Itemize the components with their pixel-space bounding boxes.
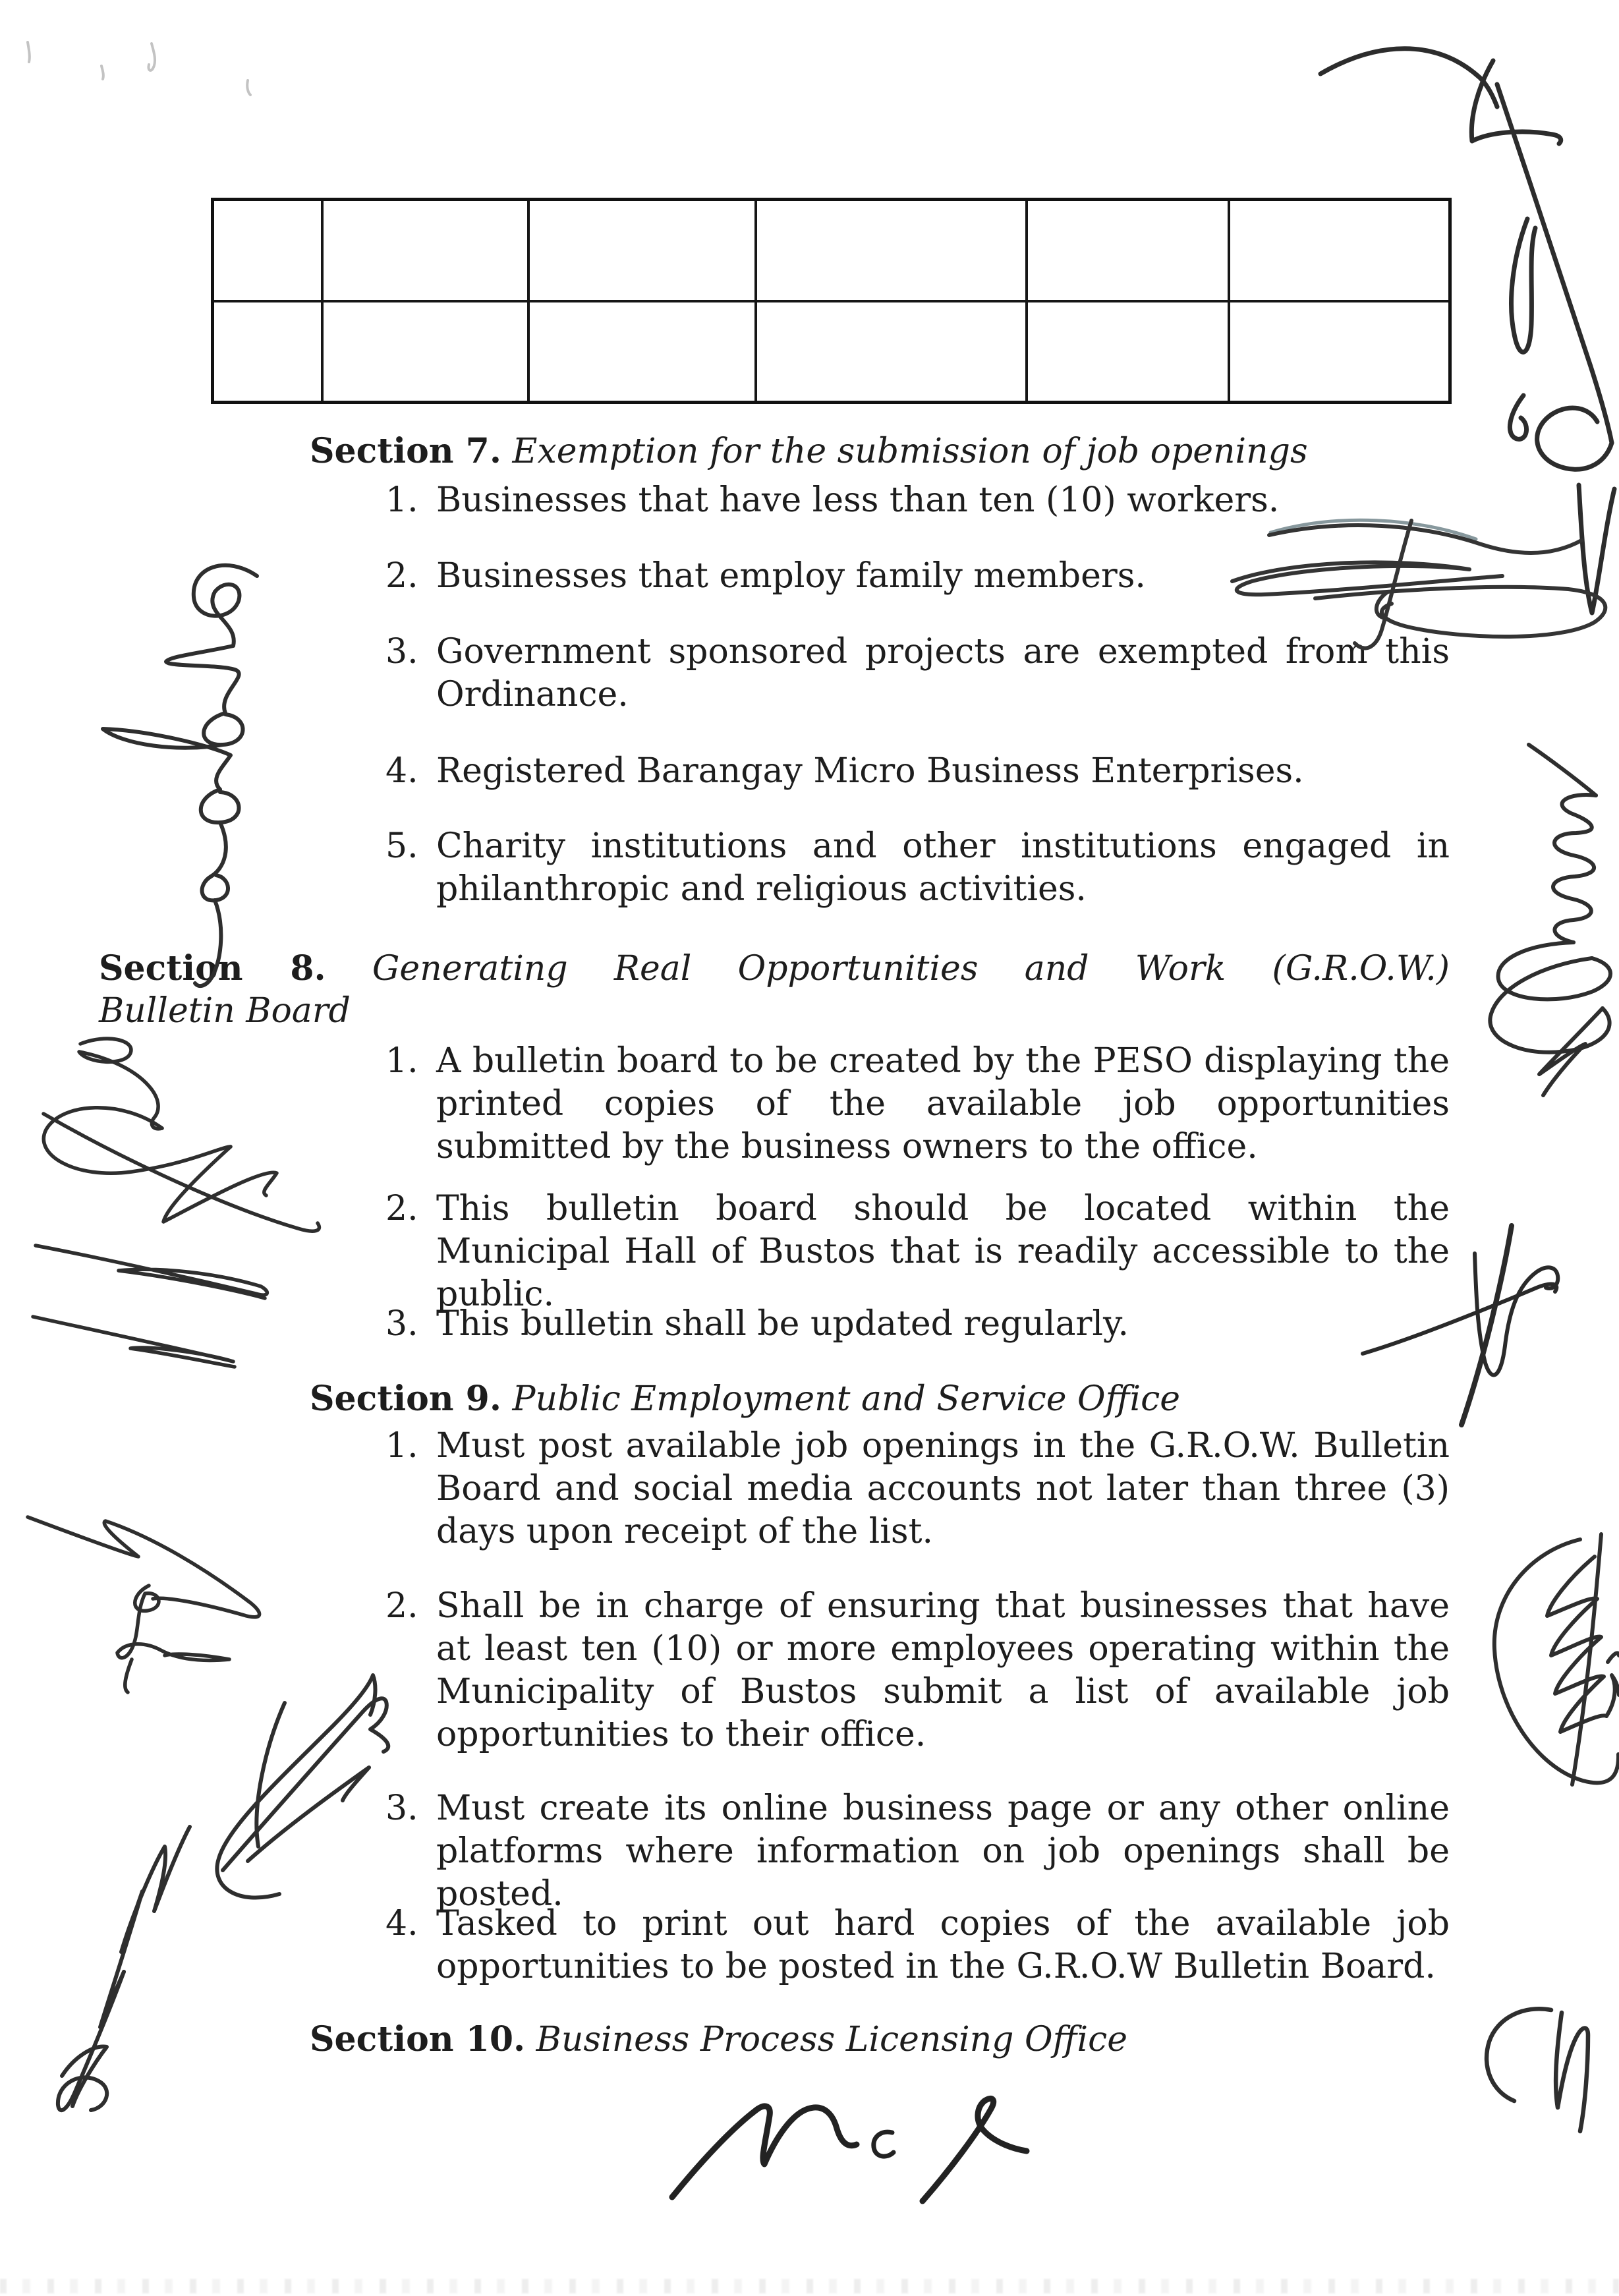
section-title: Exemption for the submission of job openings bbox=[512, 432, 1308, 471]
table-cell bbox=[528, 200, 756, 301]
list-item bbox=[385, 1585, 1450, 1756]
list-item-number: 3. bbox=[385, 1789, 418, 1828]
list-item-text: Charity institutions and other institutions engaged in philanthropic and religious activities. bbox=[436, 826, 1450, 909]
section-7-heading bbox=[310, 430, 1456, 473]
list-item bbox=[385, 631, 1450, 716]
list-item-number: 3. bbox=[385, 632, 418, 672]
section-title: Generating Real Opportunities and Work (G.R.O.W.) bbox=[372, 949, 1450, 989]
table-cell bbox=[1229, 301, 1450, 403]
list-item-number: 1. bbox=[385, 480, 418, 520]
list-item-number: 5. bbox=[385, 826, 418, 866]
section-8-heading-line1 bbox=[99, 947, 1450, 990]
list-item-number: 2. bbox=[385, 1586, 418, 1626]
section-label: Section 8. bbox=[99, 948, 326, 989]
list-item bbox=[385, 1787, 1450, 1916]
list-item bbox=[385, 1425, 1450, 1553]
list-item-number: 4. bbox=[385, 1904, 418, 1943]
signature-left-bottom-diagonal bbox=[58, 1827, 190, 2110]
list-item-text: Businesses that employ family members. bbox=[436, 556, 1146, 596]
list-item-text: This bulletin board should be located within the Municipal Hall of Bustos that is readily accessible to the public. bbox=[436, 1189, 1450, 1314]
list-item bbox=[385, 1303, 1450, 1346]
signature-left-middle-star bbox=[33, 1039, 319, 1367]
signature-left-upper-scribble bbox=[103, 565, 257, 986]
list-item bbox=[385, 825, 1450, 911]
signature-bottom-center-initials bbox=[672, 2098, 1027, 2201]
table-cell bbox=[1027, 301, 1229, 403]
section-9-heading bbox=[310, 1377, 1456, 1421]
section-title: Public Employment and Service Office bbox=[512, 1379, 1181, 1419]
list-item bbox=[385, 750, 1450, 793]
table-cell bbox=[756, 200, 1027, 301]
section-8-heading-line2: Bulletin Board bbox=[99, 991, 351, 1031]
signature-fan-scribble bbox=[217, 1675, 388, 1898]
list-item-text: Registered Barangay Micro Business Enterprises. bbox=[436, 751, 1304, 791]
list-item bbox=[385, 1040, 1450, 1168]
section-10-heading bbox=[310, 2018, 1456, 2061]
list-item-number: 1. bbox=[385, 1426, 418, 1466]
scan-noise-band bbox=[0, 2279, 1619, 2293]
list-item-text: Must create its online business page or any other online platforms where information on job openings shall be posted. bbox=[436, 1789, 1450, 1914]
list-item-text: A bulletin board to be created by the PESO displaying the printed copies of the available job opportunities submitted by the business owners to the office. bbox=[436, 1041, 1450, 1166]
list-item-text: Shall be in charge of ensuring that businesses that have at least ten (10) or more employees operating within the Municipality of Bustos submit a list of available job opportunities to their office. bbox=[436, 1586, 1450, 1754]
table-cell bbox=[1229, 200, 1450, 301]
table-cell bbox=[213, 301, 322, 403]
signature-right-coil bbox=[1494, 1534, 1619, 1785]
table-cell bbox=[1027, 200, 1229, 301]
list-item-text: This bulletin shall be updated regularly. bbox=[436, 1304, 1129, 1344]
table-cell bbox=[322, 301, 528, 403]
list-item-text: Businesses that have less than ten (10) workers. bbox=[436, 480, 1280, 520]
empty-table bbox=[211, 198, 1452, 404]
list-item-text: Government sponsored projects are exempted from this Ordinance. bbox=[436, 632, 1450, 714]
list-item-number: 4. bbox=[385, 751, 418, 791]
table-cell bbox=[756, 301, 1027, 403]
list-item-text: Tasked to print out hard copies of the available job opportunities to be posted in the G.R.O.W Bulletin Board. bbox=[436, 1904, 1450, 1986]
signature-left-lower-cursive bbox=[28, 1517, 260, 1692]
table-cell bbox=[528, 301, 756, 403]
section-label: Section 9. bbox=[310, 1379, 501, 1419]
section-label: Section 10. bbox=[310, 2019, 526, 2059]
list-item bbox=[385, 1188, 1450, 1316]
list-item-text: Must post available job openings in the G.R.O.W. Bulletin Board and social media accounts not later than three (3) days upon receipt of the list. bbox=[436, 1426, 1450, 1551]
list-item-number: 2. bbox=[385, 556, 418, 596]
list-item-number: 2. bbox=[385, 1189, 418, 1228]
signature-right-vertical-cursive bbox=[1490, 745, 1610, 1095]
list-item bbox=[385, 479, 1450, 522]
faint-pencil-marks bbox=[28, 42, 250, 95]
section-title: Business Process Licensing Office bbox=[536, 2020, 1127, 2059]
list-item-number: 3. bbox=[385, 1304, 418, 1344]
table-cell bbox=[213, 200, 322, 301]
list-item bbox=[385, 555, 1450, 598]
signature-bottom-right-initials bbox=[1487, 2009, 1588, 2131]
table-cell bbox=[322, 200, 528, 301]
list-item bbox=[385, 1903, 1450, 1988]
list-item-number: 1. bbox=[385, 1041, 418, 1081]
section-label: Section 7. bbox=[310, 431, 501, 471]
